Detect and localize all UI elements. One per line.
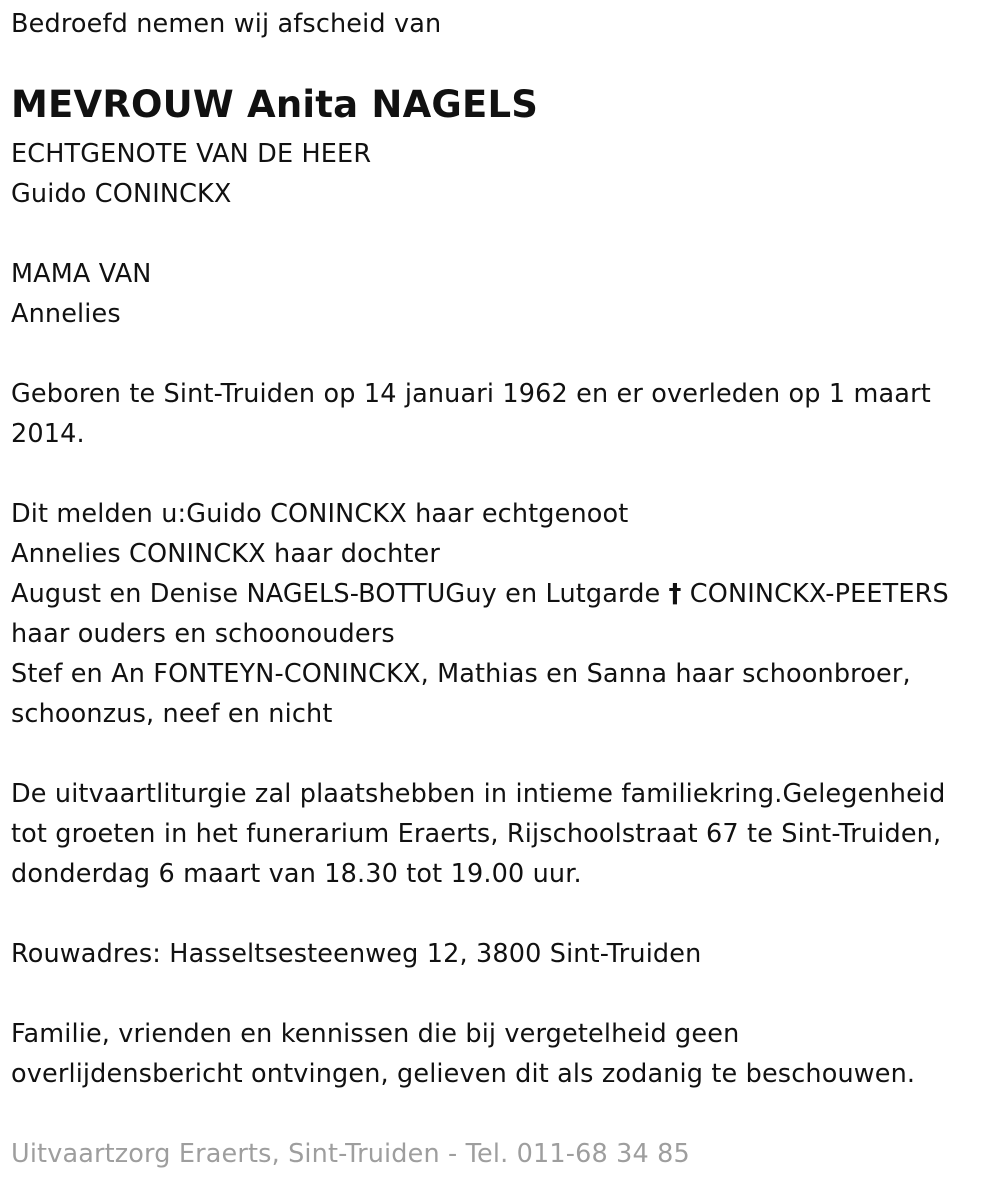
funeral-line-2: tot groeten in het funerarium Eraerts, Rijschoolstraat 67 te Sint-Truiden, xyxy=(11,819,942,849)
child-label: MAMA VAN xyxy=(11,259,152,289)
funeral-line-1: De uitvaartliturgie zal plaatshebben in intieme familiekring.Gelegenheid xyxy=(11,779,946,809)
spouse-name: Guido CONINCKX xyxy=(11,179,232,209)
announcers-line-2: Annelies CONINCKX haar dochter xyxy=(11,539,440,569)
birth-death-line-1: Geboren te Sint-Truiden op 14 januari 1962 en er overleden op 1 maart xyxy=(11,379,931,409)
funeral-line-3: donderdag 6 maart van 18.30 tot 19.00 uur. xyxy=(11,859,582,889)
notice-line-1: Familie, vrienden en kennissen die bij vergetelheid geen xyxy=(11,1019,740,1049)
announcers-line-3-end: CONINCKX-PEETERS xyxy=(681,579,949,609)
deceased-name: MEVROUW Anita NAGELS xyxy=(11,83,539,126)
notice-line-2: overlijdensbericht ontvingen, gelieven dit als zodanig te beschouwen. xyxy=(11,1059,916,1089)
announcers-line-3 xyxy=(11,574,949,614)
birth-death-line-2: 2014. xyxy=(11,419,85,449)
funeral-home-footer: Uitvaartzorg Eraerts, Sint-Truiden - Tel. 011-68 34 85 xyxy=(11,1139,690,1169)
announcers-line-6: schoonzus, neef en nicht xyxy=(11,699,333,729)
child-name: Annelies xyxy=(11,299,121,329)
announcers-line-4: haar ouders en schoonouders xyxy=(11,619,395,649)
spouse-label: ECHTGENOTE VAN DE HEER xyxy=(11,139,372,169)
mourning-address: Rouwadres: Hasseltsesteenweg 12, 3800 Sint-Truiden xyxy=(11,939,702,969)
announcers-line-3-start: August en Denise NAGELS-BOTTUGuy en Lutgarde xyxy=(11,579,669,609)
cross-icon: † xyxy=(668,579,682,609)
announcers-line-1: Dit melden u:Guido CONINCKX haar echtgenoot xyxy=(11,499,629,529)
announcers-line-5: Stef en An FONTEYN-CONINCKX, Mathias en Sanna haar schoonbroer, xyxy=(11,659,911,689)
intro-text: Bedroefd nemen wij afscheid van xyxy=(11,9,442,39)
